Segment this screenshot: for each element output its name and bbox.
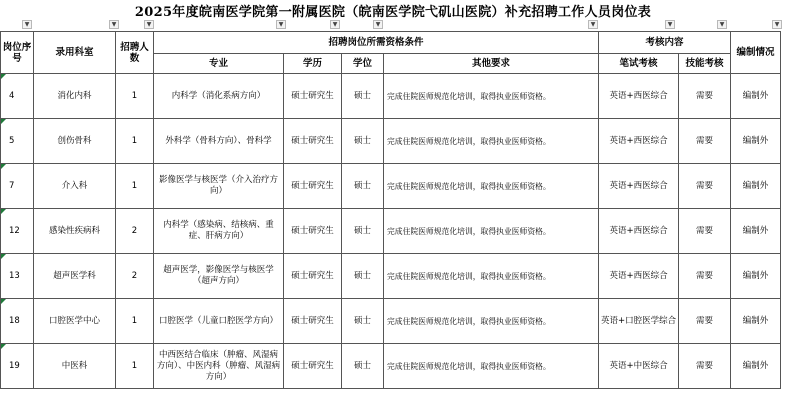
filter-row [0, 20, 786, 30]
dropdown-triangle-icon[interactable]: ▼ [772, 20, 782, 29]
header-other[interactable]: 其他要求 [384, 54, 599, 74]
cell-department[interactable]: 口腔医学中心 [34, 299, 116, 344]
cell-department[interactable]: 创伤骨科 [34, 119, 116, 164]
cell-staffing[interactable]: 编制外 [731, 254, 781, 299]
header-staffing[interactable]: 编制情况 [731, 32, 781, 74]
cell-major[interactable]: 超声医学，影像医学与核医学（超声方向） [154, 254, 284, 299]
cell-major[interactable]: 中西医结合临床（肿瘤、风湿病方向）、中医内科（肿瘤、风湿病方向） [154, 344, 284, 389]
cell-count[interactable]: 1 [116, 119, 154, 164]
cell-count[interactable]: 1 [116, 299, 154, 344]
cell-other[interactable]: 完成住院医师规范化培训，取得执业医师资格。 [384, 74, 599, 119]
cell-skill[interactable]: 需要 [679, 344, 731, 389]
cell-major[interactable]: 内科学（感染病、结核病、重症、肝病方向） [154, 209, 284, 254]
header-post-no[interactable]: 岗位序号 [1, 32, 34, 74]
cell-written[interactable]: 英语+西医综合 [599, 119, 679, 164]
cell-written[interactable]: 英语+西医综合 [599, 74, 679, 119]
cell-department[interactable]: 中医科 [34, 344, 116, 389]
dropdown-triangle-icon[interactable]: ▼ [276, 20, 286, 29]
cell-skill[interactable]: 需要 [679, 119, 731, 164]
cell-post-no[interactable]: 12 [1, 209, 34, 254]
cell-education[interactable]: 硕士研究生 [284, 299, 342, 344]
cell-education[interactable]: 硕士研究生 [284, 119, 342, 164]
cell-written[interactable]: 英语+西医综合 [599, 254, 679, 299]
cell-post-no[interactable]: 13 [1, 254, 34, 299]
cell-degree[interactable]: 硕士 [342, 119, 384, 164]
cell-staffing[interactable]: 编制外 [731, 299, 781, 344]
cell-degree[interactable]: 硕士 [342, 209, 384, 254]
cell-skill[interactable]: 需要 [679, 299, 731, 344]
cell-count[interactable]: 1 [116, 344, 154, 389]
cell-department[interactable]: 介入科 [34, 164, 116, 209]
cell-education[interactable]: 硕士研究生 [284, 254, 342, 299]
cell-staffing[interactable]: 编制外 [731, 164, 781, 209]
cell-post-no[interactable]: 19 [1, 344, 34, 389]
dropdown-triangle-icon[interactable]: ▼ [22, 20, 32, 29]
cell-major[interactable]: 口腔医学（儿童口腔医学方向） [154, 299, 284, 344]
dropdown-triangle-icon[interactable]: ▼ [588, 20, 598, 29]
table-row [1, 164, 781, 209]
table-row [1, 209, 781, 254]
cell-other[interactable]: 完成住院医师规范化培训，取得执业医师资格。 [384, 164, 599, 209]
cell-other[interactable]: 完成住院医师规范化培训，取得执业医师资格。 [384, 119, 599, 164]
cell-major[interactable]: 内科学（消化系病方向） [154, 74, 284, 119]
cell-staffing[interactable]: 编制外 [731, 119, 781, 164]
cell-written[interactable]: 英语+西医综合 [599, 209, 679, 254]
header-education[interactable]: 学历 [284, 54, 342, 74]
cell-written[interactable]: 英语+西医综合 [599, 164, 679, 209]
cell-written[interactable]: 英语+中医综合 [599, 344, 679, 389]
cell-post-no[interactable]: 7 [1, 164, 34, 209]
cell-other[interactable]: 完成住院医师规范化培训，取得执业医师资格。 [384, 209, 599, 254]
header-degree[interactable]: 学位 [342, 54, 384, 74]
cell-education[interactable]: 硕士研究生 [284, 344, 342, 389]
cell-skill[interactable]: 需要 [679, 164, 731, 209]
cell-count[interactable]: 2 [116, 254, 154, 299]
cell-degree[interactable]: 硕士 [342, 299, 384, 344]
cell-degree[interactable]: 硕士 [342, 164, 384, 209]
cell-degree[interactable]: 硕士 [342, 254, 384, 299]
cell-education[interactable]: 硕士研究生 [284, 74, 342, 119]
table-row [1, 299, 781, 344]
cell-education[interactable]: 硕士研究生 [284, 209, 342, 254]
header-department[interactable]: 录用科室 [34, 32, 116, 74]
table-row [1, 254, 781, 299]
cell-department[interactable]: 消化内科 [34, 74, 116, 119]
table-row [1, 344, 781, 389]
cell-staffing[interactable]: 编制外 [731, 344, 781, 389]
header-major[interactable]: 专业 [154, 54, 284, 74]
cell-count[interactable]: 1 [116, 164, 154, 209]
cell-staffing[interactable]: 编制外 [731, 209, 781, 254]
cell-staffing[interactable]: 编制外 [731, 74, 781, 119]
header-qualifications[interactable]: 招聘岗位所需资格条件 [154, 32, 599, 54]
cell-education[interactable]: 硕士研究生 [284, 164, 342, 209]
dropdown-triangle-icon[interactable]: ▼ [330, 20, 340, 29]
table-row [1, 119, 781, 164]
dropdown-triangle-icon[interactable]: ▼ [144, 20, 154, 29]
table-row [1, 74, 781, 119]
header-written[interactable]: 笔试考核 [599, 54, 679, 74]
cell-skill[interactable]: 需要 [679, 254, 731, 299]
header-skill[interactable]: 技能考核 [679, 54, 731, 74]
cell-department[interactable]: 超声医学科 [34, 254, 116, 299]
cell-skill[interactable]: 需要 [679, 209, 731, 254]
cell-department[interactable]: 感染性疾病科 [34, 209, 116, 254]
cell-post-no[interactable]: 18 [1, 299, 34, 344]
cell-degree[interactable]: 硕士 [342, 74, 384, 119]
cell-major[interactable]: 影像医学与核医学（介入治疗方向） [154, 164, 284, 209]
cell-count[interactable]: 2 [116, 209, 154, 254]
cell-post-no[interactable]: 5 [1, 119, 34, 164]
cell-written[interactable]: 英语+口腔医学综合 [599, 299, 679, 344]
dropdown-triangle-icon[interactable]: ▼ [717, 20, 727, 29]
dropdown-triangle-icon[interactable]: ▼ [373, 20, 383, 29]
cell-count[interactable]: 1 [116, 74, 154, 119]
cell-other[interactable]: 完成住院医师规范化培训，取得执业医师资格。 [384, 299, 599, 344]
cell-other[interactable]: 完成住院医师规范化培训，取得执业医师资格。 [384, 254, 599, 299]
dropdown-triangle-icon[interactable]: ▼ [109, 20, 119, 29]
cell-post-no[interactable]: 4 [1, 74, 34, 119]
cell-skill[interactable]: 需要 [679, 74, 731, 119]
cell-major[interactable]: 外科学（骨科方向）、骨科学 [154, 119, 284, 164]
header-count[interactable]: 招聘人数 [116, 32, 154, 74]
positions-table [0, 31, 781, 389]
header-exam[interactable]: 考核内容 [599, 32, 731, 54]
dropdown-triangle-icon[interactable]: ▼ [665, 20, 675, 29]
page-title: 2025年度皖南医学院第一附属医院（皖南医学院弋矶山医院）补充招聘工作人员岗位表 [134, 4, 652, 20]
cell-other[interactable]: 完成住院医师规范化培训，取得执业医师资格。 [384, 344, 599, 389]
cell-degree[interactable]: 硕士 [342, 344, 384, 389]
